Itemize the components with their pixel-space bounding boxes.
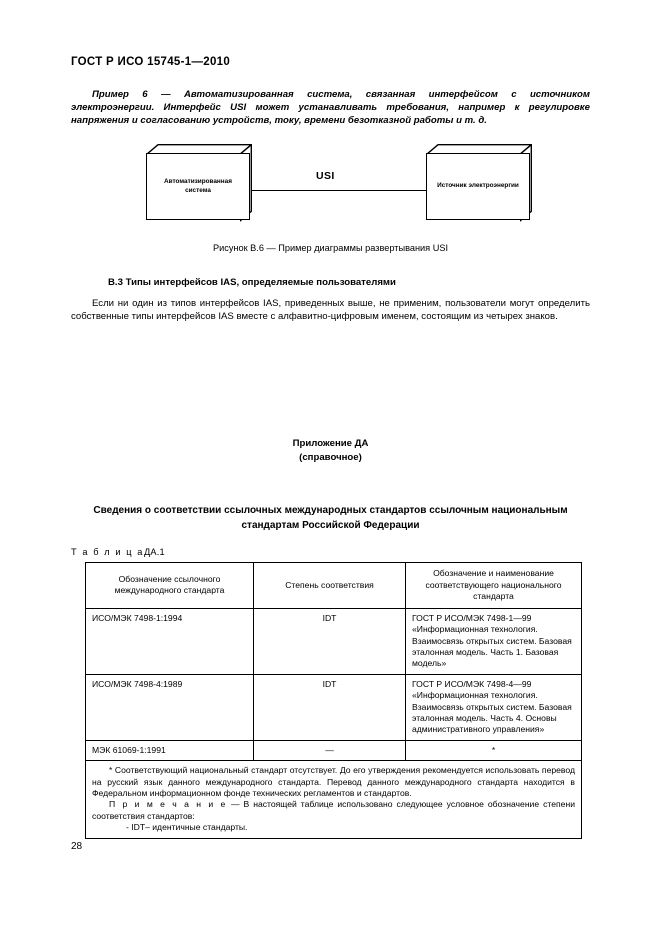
example-paragraph: Пример 6 — Автоматизированная система, связанная интерфейсом с источником электроэнергии. Интерфейс USI может устанавливать требования, например к регулировке напряжения и согласованию устройств, току, времени безотказной работы и т. д. [71, 89, 590, 127]
footnote-note-item: - IDT– идентичные стандарты. [126, 822, 248, 833]
table-header-row [86, 563, 582, 609]
running-header-standard-code: ГОСТ Р ИСО 15745-1—2010 [71, 56, 231, 68]
deployment-diagram [130, 140, 550, 240]
table-header-conformity: Степень соответствия [254, 563, 406, 609]
diagram-connector-label-usi: USI [316, 170, 335, 182]
table-footnote-row [86, 761, 582, 838]
cell-national: ГОСТ Р ИСО/МЭК 7498-1—99 «Информационная технология. Взаимосвязь открытых систем. Базовая эталонная модель. Часть 1. Базовая модель» [406, 608, 582, 674]
box-front-face [426, 153, 530, 220]
reference-standards-table [85, 562, 582, 839]
box-front-face [146, 153, 250, 220]
cell-reference: ИСО/МЭК 7498-1:1994 [86, 608, 254, 674]
diagram-node-label-automated-system: Автоматизированная система [164, 178, 232, 194]
clause-body-b3: Если ни один из типов интерфейсов IAS, приведенных выше, не применим, пользователи могут определить собственные типы интерфейсов IAS вместе с алфавитно-цифровым именем, состоящим из четырех знаков. [71, 298, 590, 323]
cell-national: ГОСТ Р ИСО/МЭК 7498-4—99 «Информационная технология. Взаимосвязь открытых систем. Базовая эталонная модель. Часть 4. Основы административного управления» [406, 674, 582, 740]
cell-reference: ИСО/МЭК 7498-4:1989 [86, 674, 254, 740]
cell-conformity: — [254, 740, 406, 760]
table-footnote-cell [86, 761, 582, 838]
table-label-word: Т а б л и ц а [71, 547, 144, 557]
cell-conformity: IDT [254, 674, 406, 740]
footnote-note-text: — В настоящей таблице использовано следующее условное обозначение степени соответствия стандартов: [92, 799, 575, 821]
diagram-node-label-power-source: Источник электроэнергии [437, 182, 519, 190]
figure-caption: Рисунок В.6 — Пример диаграммы развертывания USI [212, 243, 449, 253]
table-header-reference: Обозначение ссылочного международного стандарта [86, 563, 254, 609]
footnote-star-paragraph: * Соответствующий национальный стандарт отсутствует. До его утверждения рекомендуется использовать перевод на русский язык данного международного стандарта. Перевод данного международного стандарта находится в Федеральном информационном фонде технических регламентов и стандартов. [92, 765, 575, 799]
table-label-number: ДА.1 [143, 547, 165, 557]
table-header-national: Обозначение и наименование соответствующего национального стандарта [406, 563, 582, 609]
annex-title: Сведения о соответствии ссылочных международных стандартов ссылочным национальным стандартам Российской Федерации [93, 505, 568, 531]
annex-heading-block [0, 437, 661, 465]
table-row [86, 740, 582, 760]
cell-conformity: IDT [254, 608, 406, 674]
clause-heading-b3: В.3 Типы интерфейсов IAS, определяемые пользователями [108, 277, 396, 288]
footnote-note-paragraph [92, 799, 575, 822]
footnote-note-label: П р и м е ч а н и е [109, 799, 227, 810]
cell-national-footnote-marker: * [406, 740, 582, 760]
page-number: 28 [71, 841, 83, 852]
cell-reference: МЭК 61069-1:1991 [86, 740, 254, 760]
diagram-node-automated-system [146, 144, 252, 222]
table-row [86, 608, 582, 674]
diagram-node-power-source [426, 144, 532, 222]
annex-name: Приложение ДА [292, 438, 369, 449]
table-label [71, 547, 165, 557]
annex-kind: (справочное) [299, 452, 362, 463]
diagram-connector-line [250, 190, 428, 191]
table-row [86, 674, 582, 740]
